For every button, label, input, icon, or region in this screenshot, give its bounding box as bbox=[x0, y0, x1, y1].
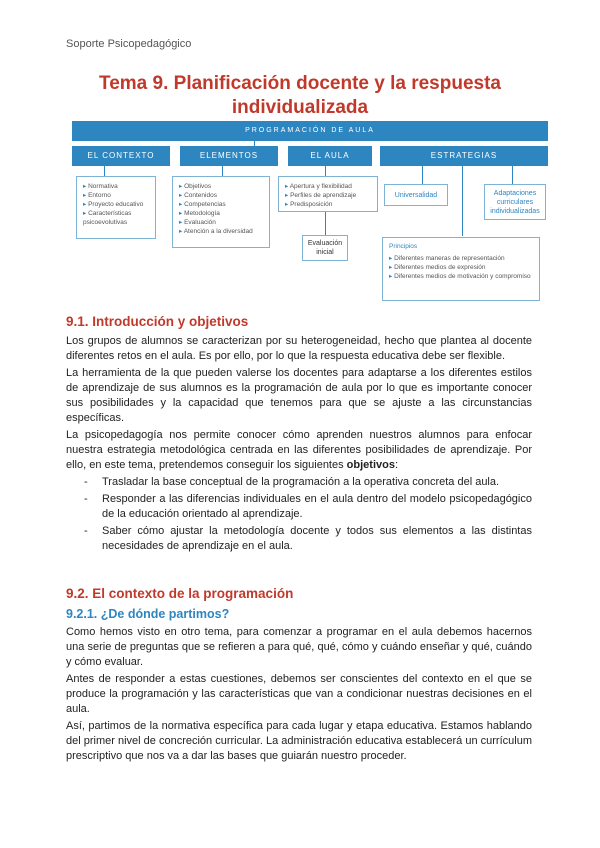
connector bbox=[222, 166, 223, 176]
list-item: ▸ Diferentes medios de motivación y compromiso bbox=[389, 272, 533, 281]
paragraph bbox=[66, 428, 532, 473]
list-item: ▸ Evaluación bbox=[179, 218, 263, 227]
document-body bbox=[66, 313, 532, 766]
objectives-list bbox=[66, 475, 532, 554]
paragraph: Antes de responder a estas cuestiones, debemos ser conscientes del contexto en el que se produce la programación y las características que van a condicionar nuestras decisiones en el aula. bbox=[66, 673, 532, 715]
subsection-heading: 9.2.1. ¿De dónde partimos? bbox=[66, 607, 230, 621]
list-item: ▸ Contenidos bbox=[179, 191, 263, 200]
list-item: ▸ Atención a la diversidad bbox=[179, 227, 263, 236]
diagram-top-bar: PROGRAMACIÓN DE AULA bbox=[72, 121, 548, 141]
section-heading: 9.1. Introducción y objetivos bbox=[66, 314, 249, 329]
section-heading: 9.2. El contexto de la programación bbox=[66, 586, 294, 601]
list-item: ▸ Proyecto educativo bbox=[83, 200, 149, 209]
concept-diagram bbox=[72, 121, 548, 311]
list-item: ▸ Predisposición bbox=[285, 200, 371, 209]
col-head-elementos: ELEMENTOS bbox=[180, 146, 278, 166]
aula-list bbox=[278, 176, 378, 212]
list-item: - Trasladar la base conceptual de la programación a la operativa concreta del aula. bbox=[66, 475, 532, 490]
evaluation-box: Evaluación inicial bbox=[302, 235, 348, 261]
connector bbox=[325, 166, 326, 176]
principles-box bbox=[382, 237, 540, 301]
list-item: ▸ Diferentes medios de expresión bbox=[389, 263, 533, 272]
contexto-list bbox=[76, 176, 156, 239]
paragraph: Así, partimos de la normativa específica para cada lugar y etapa educativa. Estamos hablando del primer nivel de concreción curricular. La administración educativa establecerá un currículum prescriptivo que nos va a dar las bases que guiarán nuestro proceder. bbox=[66, 720, 532, 762]
list-item: ▸ Apertura y flexibilidad bbox=[285, 182, 371, 191]
strategy-adapt-box: Adaptaciones curriculares individualizadas bbox=[484, 184, 546, 220]
connector bbox=[462, 166, 463, 236]
list-item: - Saber cómo ajustar la metodología docente y todos sus elementos a las distintas necesidades de aprendizaje en el aula. bbox=[66, 524, 532, 554]
list-item: ▸ Características psicoevolutivas bbox=[83, 209, 149, 227]
list-item: ▸ Entorno bbox=[83, 191, 149, 200]
elementos-list bbox=[172, 176, 270, 248]
strategy-universal-box: Universalidad bbox=[384, 184, 448, 206]
connector bbox=[512, 166, 513, 184]
list-item: ▸ Normativa bbox=[83, 182, 149, 191]
paragraph-text: : bbox=[394, 459, 399, 471]
paragraph: Como hemos visto en otro tema, para comenzar a programar en el aula debemos hacernos una serie de preguntas que se refieren a para qué, qué, cómo y cuándo enseñar y qué, cuándo y cómo evaluar. bbox=[66, 626, 532, 668]
col-head-contexto: EL CONTEXTO bbox=[72, 146, 170, 166]
paragraph: La herramienta de la que pueden valerse los docentes para adaptarse a los diferentes estilos de aprendizaje de sus alumnos es la programación de aula por lo que es importante conocer sus posibilidades y la capacidad que tenemos para que se ajuste a las circunstancias específicas. bbox=[66, 367, 532, 424]
paragraph: Los grupos de alumnos se caracterizan por su heterogeneidad, hecho que plantea al docente diferentes retos en el aula. Es por ello, por lo que la respuesta educativa debe ser flexible. bbox=[66, 335, 532, 362]
list-item: ▸ Metodología bbox=[179, 209, 263, 218]
page-header: Soporte Psicopedagógico bbox=[66, 38, 192, 50]
list-item: - Responder a las diferencias individuales en el aula dentro del modelo psicopedagógico de la educación orientado al aprendizaje. bbox=[66, 492, 532, 522]
list-item: ▸ Objetivos bbox=[179, 182, 263, 191]
col-head-aula: EL AULA bbox=[288, 146, 372, 166]
connector bbox=[325, 211, 326, 237]
col-head-estrategias: ESTRATEGIAS bbox=[380, 146, 548, 166]
list-item: ▸ Competencias bbox=[179, 200, 263, 209]
page-title: Tema 9. Planificación docente y la respuesta individualizada bbox=[99, 73, 501, 118]
bold-text: objetivos bbox=[346, 459, 395, 471]
connector bbox=[422, 166, 423, 184]
connector bbox=[104, 166, 105, 176]
principles-heading: Principios bbox=[389, 243, 418, 250]
list-item: ▸ Perfiles de aprendizaje bbox=[285, 191, 371, 200]
list-item: ▸ Diferentes maneras de representación bbox=[389, 254, 533, 263]
paragraph-text: La psicopedagogía nos permite conocer cómo aprenden nuestros alumnos para enfocar nuestra estrategia metodológica centrada en las diferentes posibilidades de aprendizaje. Por ello, en este tema, pretendemos conseguir los siguientes bbox=[66, 429, 532, 471]
